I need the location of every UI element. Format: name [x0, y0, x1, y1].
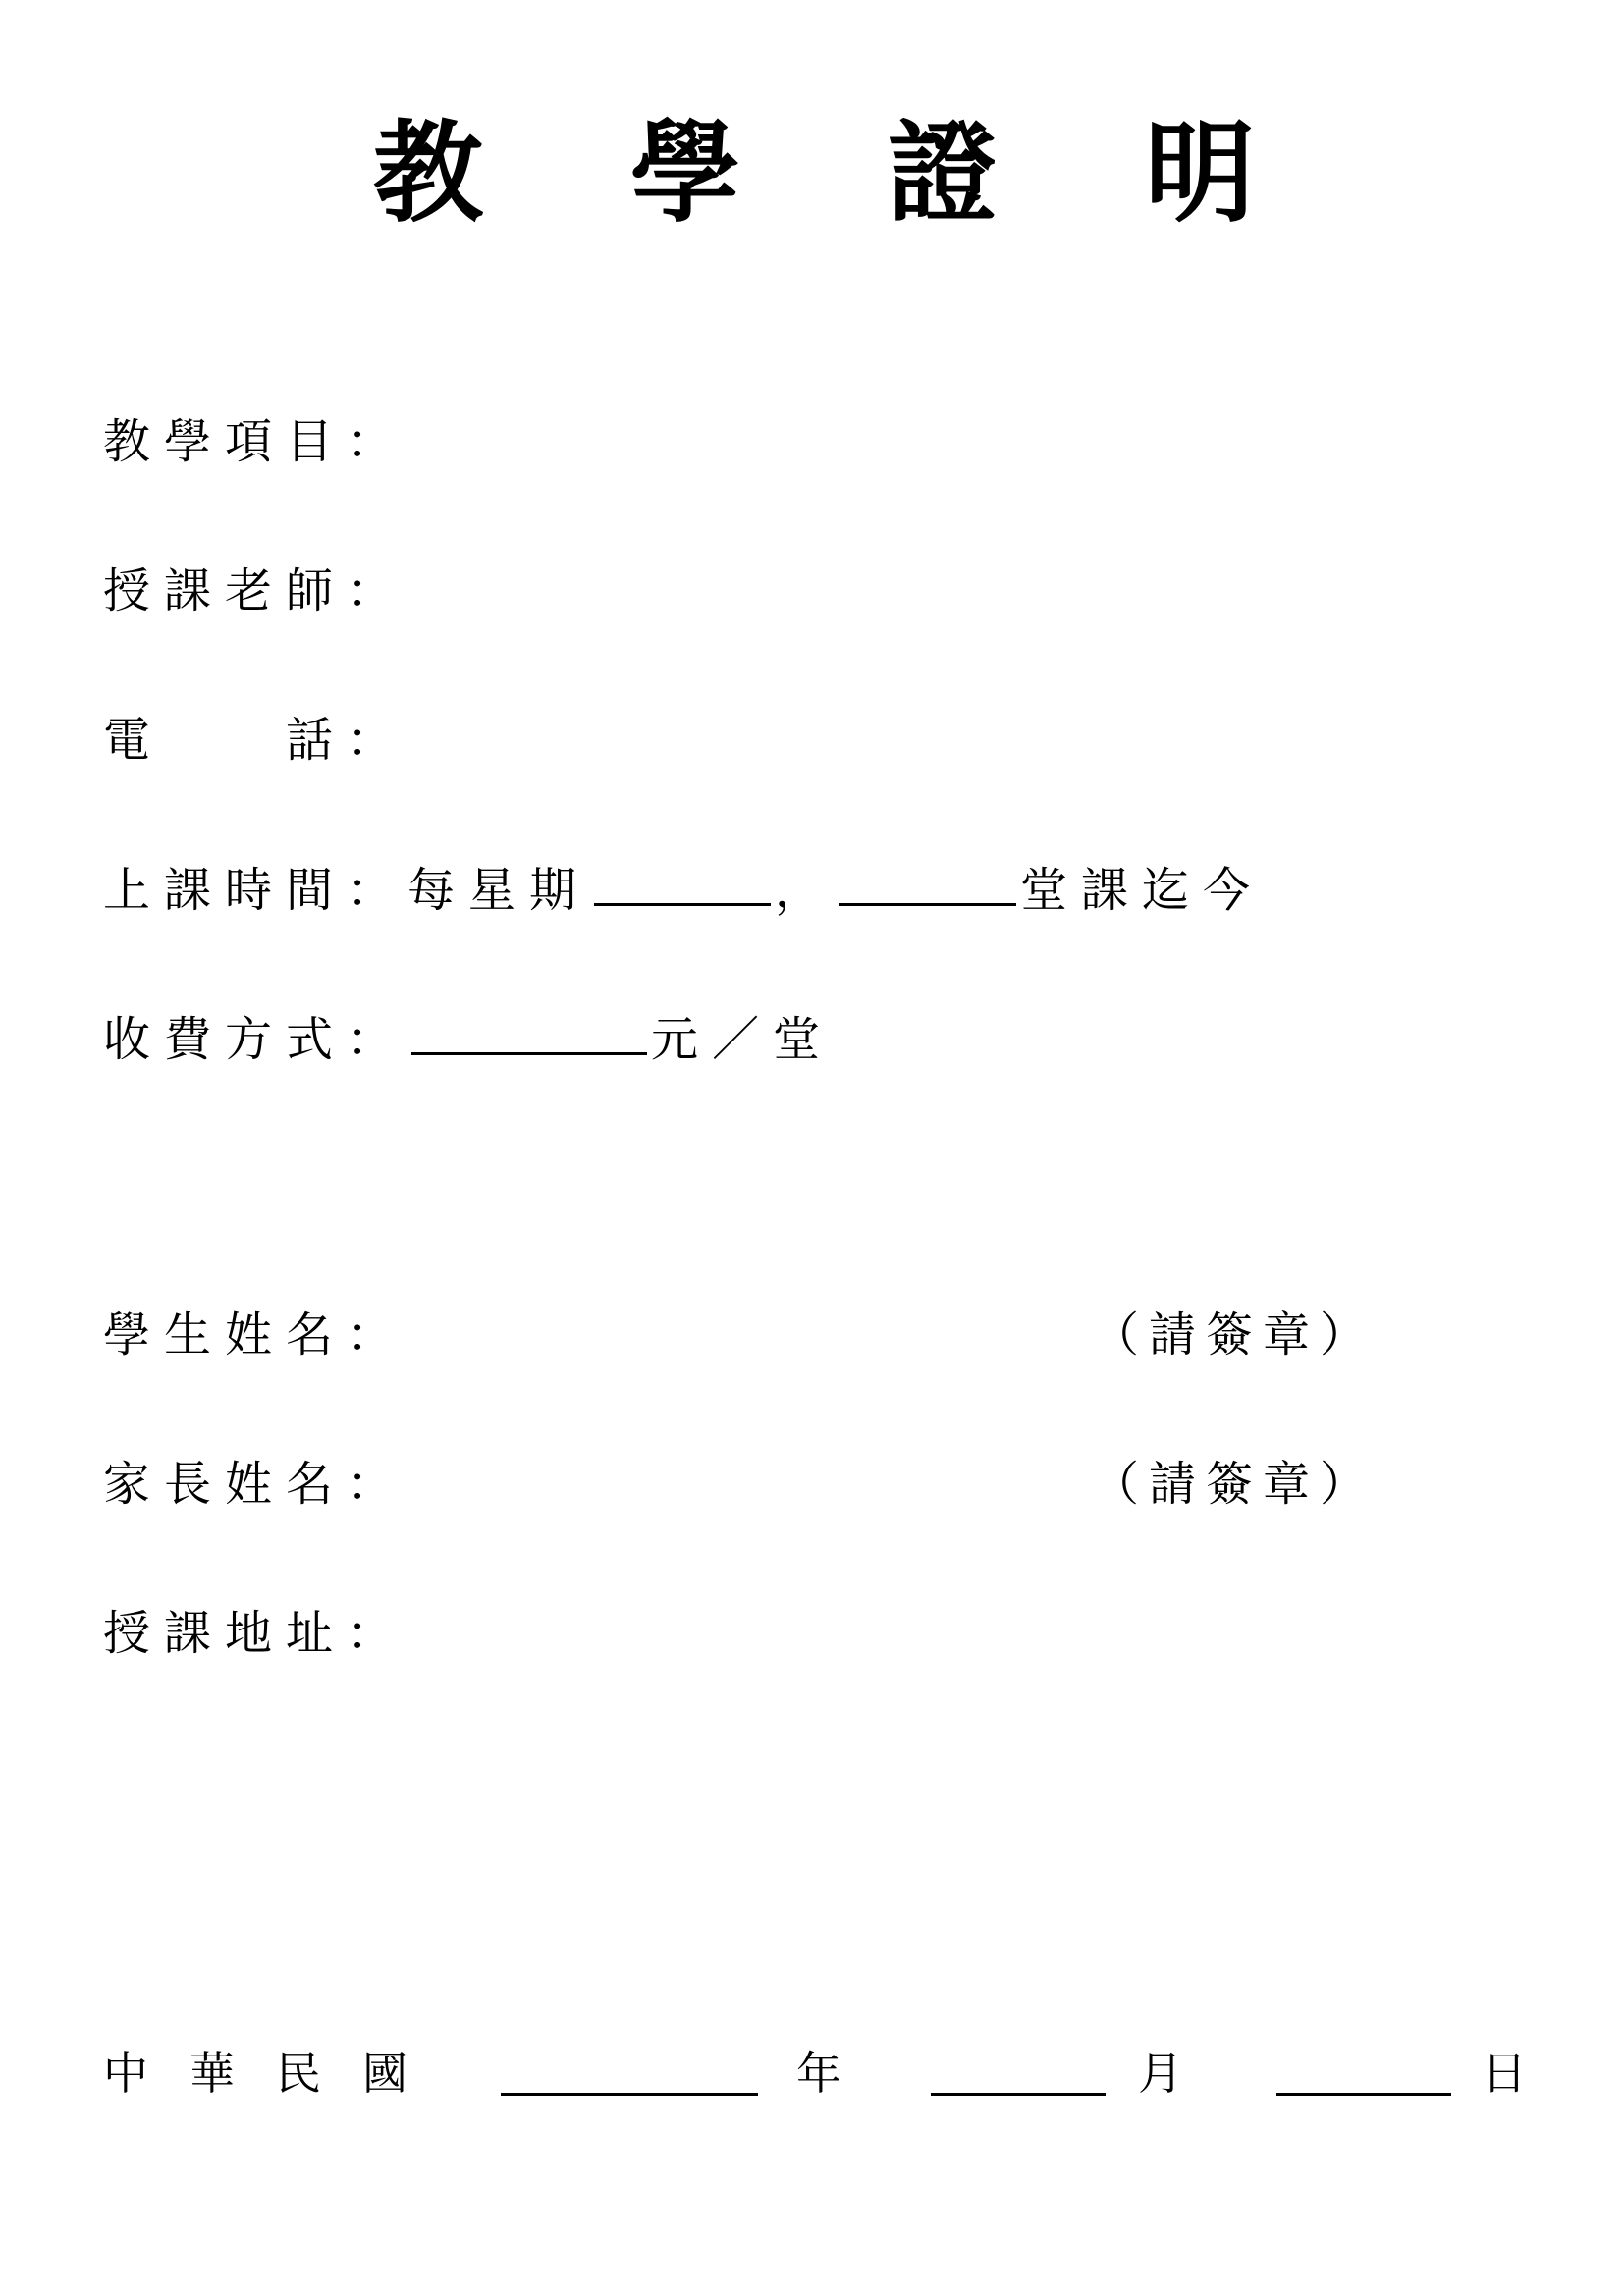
field-teacher	[103, 561, 407, 620]
title-char-3: 證	[888, 109, 998, 238]
title-char-2: 學	[630, 109, 740, 238]
schedule-days-blank[interactable]	[594, 860, 771, 906]
date-era-prefix: 中華民國	[103, 2047, 449, 2100]
year-blank[interactable]	[501, 2093, 758, 2096]
schedule-sessions-blank[interactable]	[839, 860, 1016, 906]
title-char-1: 教	[373, 109, 483, 238]
field-fee	[103, 1009, 834, 1069]
fee-label: 收費方式：	[103, 1012, 408, 1067]
field-schedule	[103, 860, 1264, 920]
student-label: 學生姓名：	[103, 1308, 408, 1362]
schedule-suffix: 堂課迄今	[1020, 863, 1265, 918]
field-phone	[103, 711, 407, 770]
student-stamp-note: （請簽章）	[1092, 1308, 1378, 1362]
field-subject	[103, 412, 407, 471]
address-label: 授課地址：	[103, 1606, 408, 1661]
parent-label: 家長姓名：	[103, 1457, 408, 1512]
parent-stamp-note: （請簽章）	[1092, 1457, 1378, 1512]
document-title	[373, 110, 1257, 238]
field-student	[103, 1306, 407, 1364]
title-char-4: 明	[1145, 109, 1255, 238]
year-unit: 年	[796, 2047, 841, 2100]
schedule-separator: ，	[775, 863, 837, 918]
phone-label: 電 話：	[103, 713, 408, 768]
teacher-label: 授課老師：	[103, 563, 408, 618]
month-unit: 月	[1138, 2047, 1183, 2100]
field-address	[103, 1604, 407, 1663]
month-blank[interactable]	[931, 2093, 1106, 2096]
fee-amount-blank[interactable]	[411, 1009, 647, 1055]
subject-label: 教學項目：	[103, 414, 408, 469]
schedule-label: 上課時間：每星期	[103, 863, 591, 918]
field-parent	[103, 1455, 407, 1514]
fee-suffix: 元／堂	[651, 1012, 835, 1067]
day-unit: 日	[1482, 2047, 1527, 2100]
date-line	[103, 2044, 1537, 2112]
day-blank[interactable]	[1276, 2093, 1451, 2096]
